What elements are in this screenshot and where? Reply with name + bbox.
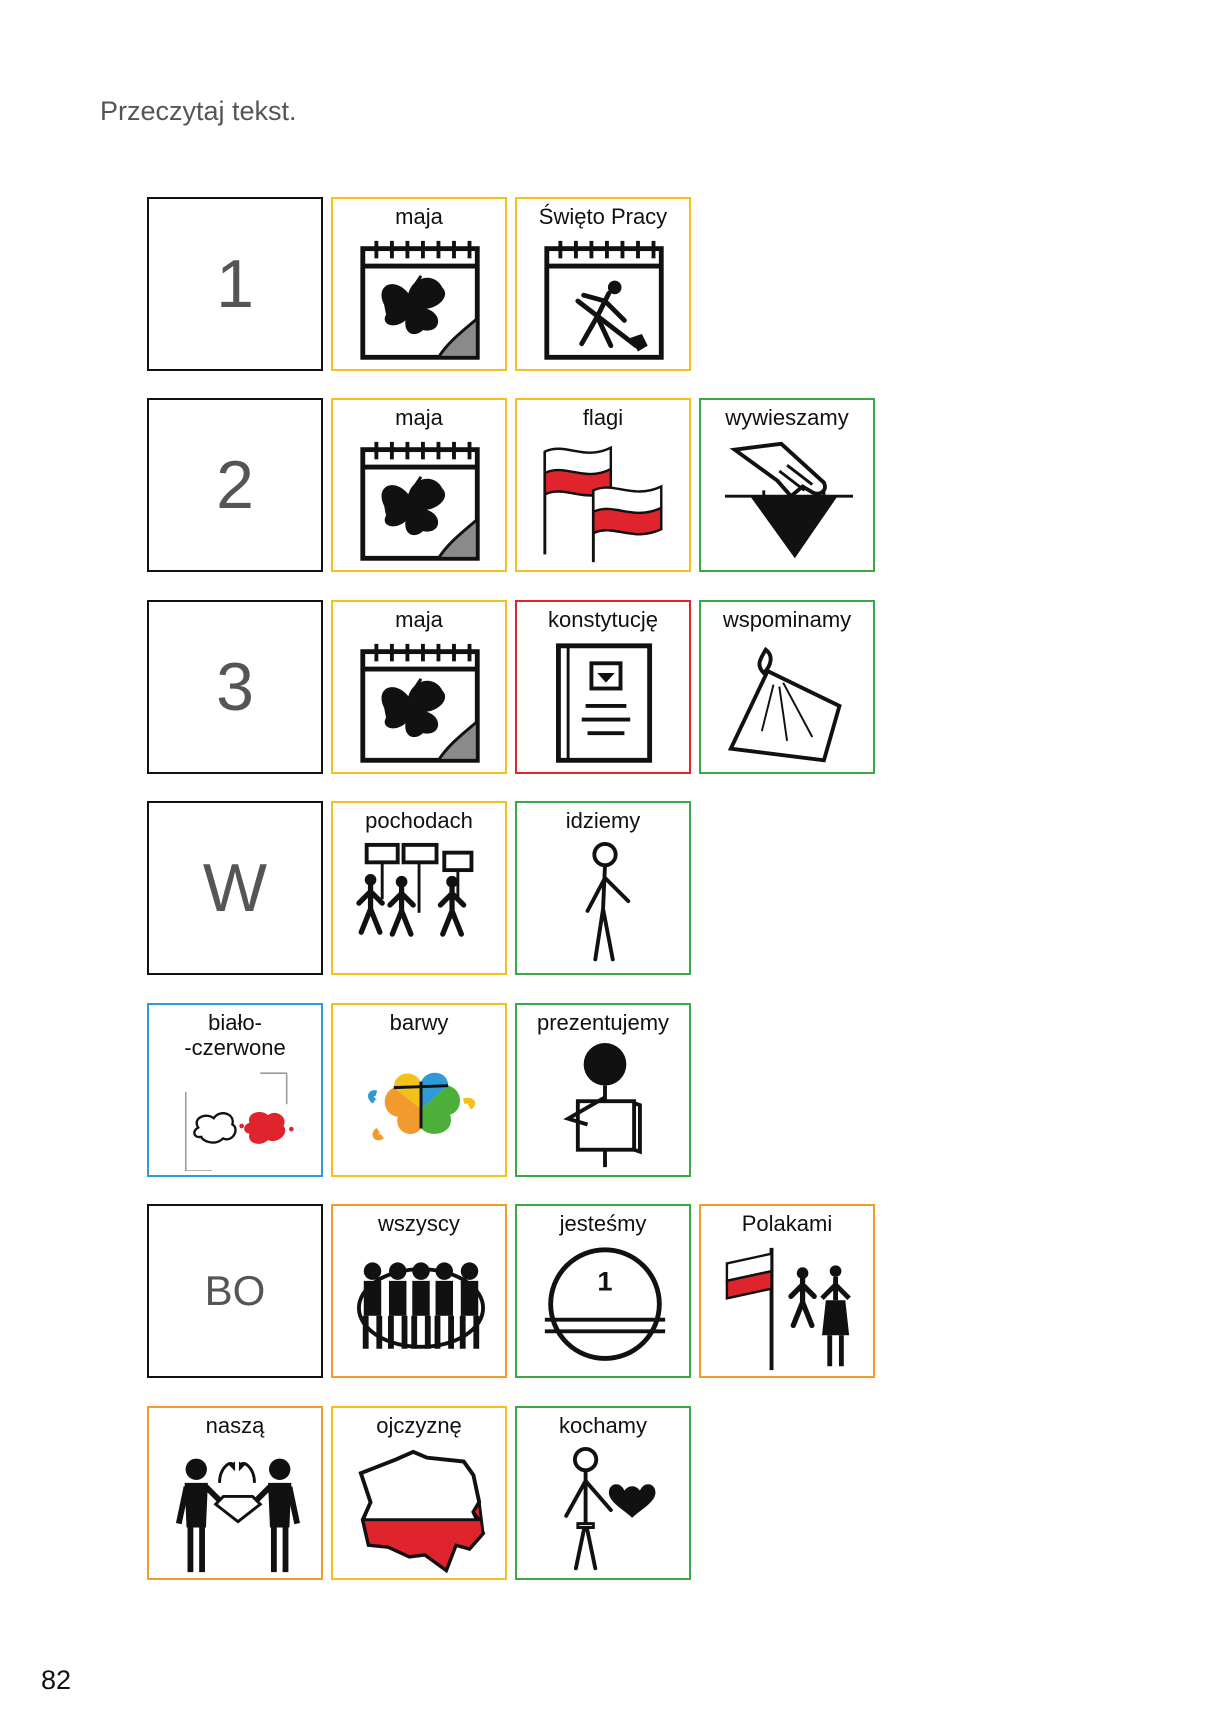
word-card — [147, 197, 323, 371]
symbol-card — [699, 398, 875, 572]
symbol-card-label: wspominamy — [722, 607, 852, 632]
symbol-card-label: flagi — [582, 405, 624, 430]
symbol-card-label: konstytucję — [547, 607, 659, 632]
colour-splash-icon — [353, 1043, 489, 1173]
symbol-card — [515, 398, 691, 572]
symbol-card — [331, 197, 507, 371]
polish-flags-icon — [537, 438, 673, 568]
white-red-paint-icon — [169, 1067, 305, 1171]
symbol-card-label: kochamy — [558, 1413, 648, 1438]
presenting-person-icon — [537, 1043, 673, 1173]
symbol-card-label: maja — [395, 607, 443, 632]
svg-text:1: 1 — [597, 1265, 613, 1297]
word-card — [147, 600, 323, 774]
symbol-card-label: Święto Pracy — [538, 204, 668, 229]
symbol-card — [515, 197, 691, 371]
symbol-card — [515, 1204, 691, 1378]
ours-people-icon — [169, 1446, 305, 1576]
word-card — [147, 1204, 323, 1378]
page-number: 82 — [41, 1665, 72, 1695]
poles-flag-icon — [721, 1244, 857, 1374]
symbol-card-label: jesteśmy — [559, 1211, 647, 1236]
calendar-butterfly-icon — [353, 237, 489, 367]
symbol-card — [515, 600, 691, 774]
symbol-card — [331, 1406, 507, 1580]
word-card-text: 1 — [216, 246, 254, 322]
word-card-text: W — [202, 850, 268, 926]
symbol-card-label: Polakami — [741, 1211, 833, 1236]
word-card-text: BO — [204, 1267, 266, 1314]
symbol-card — [147, 1406, 323, 1580]
symbol-card-label: idziemy — [565, 808, 641, 833]
remember-handkerchief-icon — [721, 640, 857, 770]
symbol-card-label: wszyscy — [378, 1211, 460, 1236]
symbol-card-label: ojczyznę — [376, 1413, 462, 1438]
symbol-card — [699, 600, 875, 774]
symbol-card-label: maja — [395, 405, 443, 430]
march-people-icon — [353, 841, 489, 971]
word-card — [147, 801, 323, 975]
word-card — [147, 398, 323, 572]
calendar-butterfly-icon — [353, 640, 489, 770]
walking-person-icon — [537, 841, 673, 971]
poland-map-icon — [353, 1446, 489, 1576]
symbol-card — [147, 1003, 323, 1177]
symbol-card-label: naszą — [205, 1413, 265, 1438]
symbol-card-label: wywieszamy — [725, 405, 849, 430]
symbol-card-label: biało- -czerwone — [184, 1010, 286, 1060]
word-card-text: 3 — [216, 649, 254, 725]
symbol-card-label: pochodach — [365, 808, 473, 833]
symbol-card — [331, 1204, 507, 1378]
constitution-book-icon — [537, 640, 673, 770]
we-are-icon — [537, 1244, 673, 1374]
symbol-card — [515, 1406, 691, 1580]
symbol-card-label: barwy — [389, 1010, 449, 1035]
symbol-card-label: prezentujemy — [536, 1010, 670, 1035]
symbol-card — [331, 1003, 507, 1177]
symbol-card — [515, 1003, 691, 1177]
symbol-card — [331, 801, 507, 975]
calendar-worker-icon — [537, 237, 673, 367]
symbol-card — [515, 801, 691, 975]
love-person-icon — [537, 1446, 673, 1576]
instruction-text: Przeczytaj tekst. — [100, 96, 297, 126]
all-people-icon — [353, 1244, 489, 1374]
calendar-butterfly-icon — [353, 438, 489, 568]
hang-flag-icon — [721, 438, 857, 568]
word-card-text: 2 — [216, 447, 254, 523]
symbol-card — [331, 398, 507, 572]
symbol-card-label: maja — [395, 204, 443, 229]
symbol-card — [699, 1204, 875, 1378]
symbol-card — [331, 600, 507, 774]
